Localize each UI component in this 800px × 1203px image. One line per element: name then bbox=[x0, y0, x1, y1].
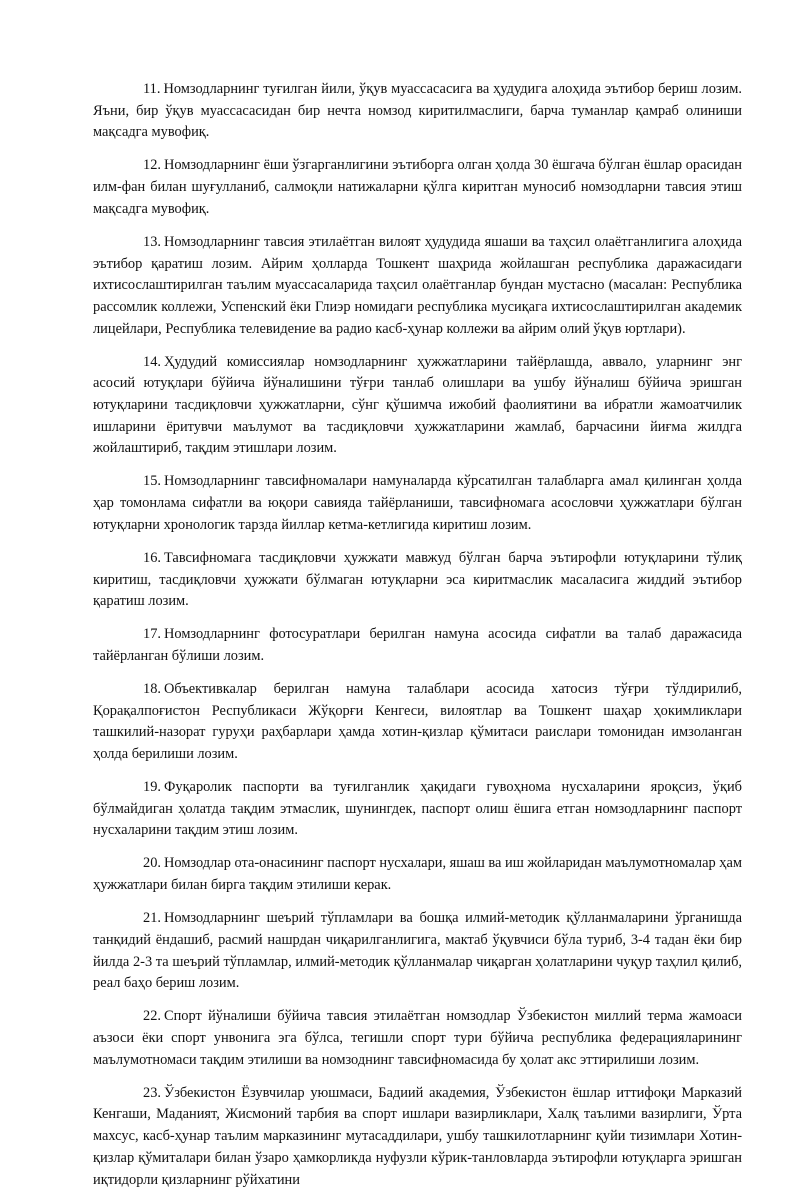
paragraph-text: Ўзбекистон Ёзувчилар уюшмаси, Бадиий академия, Ўзбекистон ёшлар иттифоқи Марказий Кенгаши, Маданият, Жисмоний тарбия ва спорт ишлари вазирликлари, Халқ таълими вазирлиги, Ўрта махсус, касб-ҳунар таълим марказининг мутасаддилари, ушбу ташкилотларнинг қуйи тизимлари Хотин-қизлар қўмиталари билан ўзаро ҳамкорликда нуфузли кўрик-танловларда эътирофли ютуқларга эришган иқтидорли қизларнинг рўйхатини bbox=[93, 1084, 742, 1188]
paragraph-text: Номзодларнинг тавсифномалари намуналарда кўрсатилган талабларга амал қилинган ҳолда ҳар томонлама сифатли ва юқори савияда тайёрланиши, тавсифномага асословчи ҳужжатлари бўлган ютуқларни хронологик тарзда йиллар кетма-кетлигида киритиш лозим. bbox=[93, 473, 742, 533]
paragraph-number: 16. bbox=[143, 549, 161, 566]
paragraph-text: Тавсифномага тасдиқловчи ҳужжати мавжуд бўлган барча эътирофли ютуқларини тўлиқ киритиш, тасдиқловчи ҳужжати бўлмаган ютуқларни эса киритмаслик масаласига жиддий эътибор қаратиш лозим. bbox=[93, 549, 742, 610]
paragraph-text: Номзодларнинг ёши ўзгарганлигини эътиборга олган ҳолда 30 ёшгача бўлган ёшлар орасидан илм-фан билан шуғулланиб, салмоқли натижаларни қўлга киритган муносиб номзодларни тавсия этиш мақсадга мувофиқ. bbox=[93, 157, 742, 217]
paragraph-number: 22. bbox=[143, 1008, 161, 1025]
paragraph-text: Номзодларнинг шеърий тўпламлари ва бошқа илмий-методик қўлланмаларини ўрганишда танқидий ёндашиб, расмий нашрдан чиқарилганлигига, мактаб ўқувчиси бўла туриб, 3-4 тадан ёки бир йилда 2-3 та шеърий тўпламлар, илмий-методик қўлланмалар чиқарган ҳолатларини чуқур таҳлил қилиб, реал баҳо бериш лозим. bbox=[93, 910, 742, 992]
paragraph-text: Номзодларнинг тавсия этилаётган вилоят ҳудудида яшаши ва таҳсил олаётганлигига алоҳида эътибор қаратиш лозим. Айрим ҳолларда Тошкент шаҳрида жойлашган республика даражасидаги ихтисослаштирилган таълим муассасаларида таҳсил олаётганлар бундан мустасно (масалан: Республика рассомлик коллежи, Успенский ёки Глиэр номидаги республика мусиқага ихтисослаштирилган академик лицейлари, Республика телевидение ва радио касб-ҳунар коллежи ва айрим олий ўқув юртлари). bbox=[93, 233, 742, 337]
paragraph-text: Фуқаролик паспорти ва туғилганлик ҳақидаги гувоҳнома нусхаларини яроқсиз, ўқиб бўлмайдиган ҳолатда тақдим этмаслик, шунингдек, паспорт олиш ёшига етган номзодларнинг паспорт нусхаларини тақдим этиш лозим. bbox=[93, 779, 742, 839]
paragraph-15 bbox=[93, 471, 742, 536]
paragraph-21 bbox=[93, 908, 742, 995]
paragraph-14 bbox=[93, 352, 742, 461]
paragraph-number: 13. bbox=[143, 233, 161, 250]
paragraph-number: 21. bbox=[143, 910, 161, 927]
paragraph-11 bbox=[93, 79, 742, 144]
paragraph-number: 12. bbox=[143, 157, 161, 174]
paragraph-13 bbox=[93, 232, 742, 341]
paragraph-text: Спорт йўналиши бўйича тавсия этилаётган номзодлар Ўзбекистон миллий терма жамоаси аъзоси ёки спорт унвонига эга бўлса, тегишли спорт тури бўйича республика федерацияларининг маълумотномаси тақдим этилиши ва номзоднинг тавсифномасида бу ҳолат акс эттирилиши лозим. bbox=[93, 1008, 742, 1068]
paragraph-number: 23. bbox=[143, 1084, 161, 1101]
paragraph-text: Объективкалар берилган намуна талаблари асосида хатосиз тўғри тўлдирилиб, Қорақалпоғистон Республикаси Жўқорғи Кенгеси, вилоятлар ва Тошкент шаҳар ҳокимликлари ташкилий-назорат гуруҳи раҳбарлари ҳамда хотин-қизлар қўмитаси раислари томонидан имзоланган ҳолда берилиши лозим. bbox=[93, 680, 742, 763]
paragraph-number: 18. bbox=[143, 680, 161, 697]
paragraph-18 bbox=[93, 679, 742, 766]
paragraph-number: 19. bbox=[143, 779, 161, 796]
paragraph-16 bbox=[93, 548, 742, 613]
paragraph-number: 11. bbox=[143, 81, 161, 97]
paragraph-number: 17. bbox=[143, 626, 161, 643]
paragraph-text: Номзодлар ота-онасининг паспорт нусхалари, яшаш ва иш жойларидан маълумотномалар ҳам ҳужжатлари билан бирга тақдим этилиши керак. bbox=[93, 855, 742, 894]
paragraph-23 bbox=[93, 1083, 742, 1192]
paragraph-20 bbox=[93, 853, 742, 896]
paragraph-number: 15. bbox=[143, 473, 161, 490]
paragraph-22 bbox=[93, 1006, 742, 1071]
paragraph-text: Номзодларнинг туғилган йили, ўқув муассасасига ва ҳудудига алоҳида эътибор бериш лозим. Яъни, бир ўқув муассасасидан бир нечта номзод киритилмаслиги, барча туманлар қамраб олиниши мақсадга мувофиқ. bbox=[93, 81, 742, 141]
paragraph-text: Номзодларнинг фотосуратлари берилган намуна асосида сифатли ва талаб даражасида тайёрланган бўлиши лозим. bbox=[93, 626, 742, 664]
paragraph-text: Ҳудудий комиссиялар номзодларнинг ҳужжатларини тайёрлашда, аввало, уларнинг энг асосий ютуқлари бўйича йўналишини тўғри танлаб олишлари ва ушбу йўналиш бўйича эришган ютуқларини тасдиқловчи ҳужжатларни, сўнг қўшимча ижобий фаолиятини ва ибратли жамоатчилик ишларини ёритувчи маълумот ва тасдиқловчи ҳужжатларини жамлаб, барчасини йиғма жилдга жойлаштириб, тақдим этишлари лозим. bbox=[93, 353, 742, 457]
paragraph-19 bbox=[93, 777, 742, 842]
paragraph-17 bbox=[93, 624, 742, 667]
paragraph-12 bbox=[93, 155, 742, 220]
paragraph-number: 14. bbox=[143, 353, 161, 370]
paragraph-number: 20. bbox=[143, 855, 161, 872]
document-page bbox=[93, 79, 742, 1203]
